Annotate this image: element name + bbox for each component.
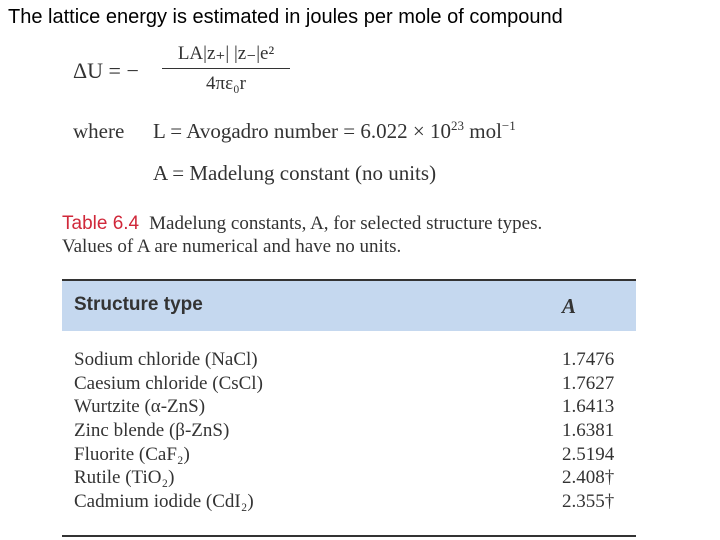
table-header [62, 281, 636, 331]
row-structure: Rutile (TiO₂) [74, 467, 175, 489]
L-definition-text: L = Avogadro number = 6.022 × 10 [153, 119, 451, 143]
table-row [74, 419, 634, 443]
row-value: 2.355† [562, 491, 615, 513]
L-exponent: 23 [451, 118, 464, 133]
table-label: Table 6.4 [62, 213, 140, 234]
header-a: A [562, 294, 577, 318]
row-structure: Sodium chloride (NaCl) [74, 349, 258, 370]
definition-L [73, 118, 516, 144]
row-value: 1.7476 [562, 349, 615, 370]
equation-lhs: ΔU = − [73, 58, 139, 83]
table-bottom-rule [62, 535, 636, 537]
equation-denominator: 4πε₀r [205, 73, 247, 94]
equation-fraction [162, 42, 290, 95]
row-value: 1.7627 [562, 372, 615, 394]
table-row [74, 466, 634, 490]
row-value: 1.6413 [562, 396, 615, 418]
row-value: 1.6381 [562, 420, 615, 442]
L-unit: mol [464, 119, 502, 143]
row-structure: Fluorite (CaF₂) [74, 443, 190, 465]
equation-numerator: LA|z₊| |z₋|e² [162, 42, 290, 69]
row-structure: Zinc blende (β-ZnS) [74, 420, 230, 442]
row-value: 2.5194 [562, 443, 615, 465]
table-row [74, 395, 634, 419]
caption-line-2: Values of A are numerical and have no units. [62, 236, 402, 257]
table-body [74, 348, 634, 514]
definition-A: A = Madelung constant (no units) [153, 161, 437, 185]
where-word: where [73, 119, 125, 143]
row-structure: Caesium chloride (CsCl) [74, 372, 263, 394]
table-caption [62, 212, 542, 258]
table-row [74, 372, 634, 396]
row-structure: Cadmium iodide (CdI₂) [74, 491, 254, 513]
row-structure: Wurtzite (α-ZnS) [74, 396, 206, 418]
table-row [74, 490, 634, 514]
table-row [74, 348, 634, 372]
header-structure-type: Structure type [74, 294, 203, 315]
slide-heading: The lattice energy is estimated in joules per mole of compound [8, 6, 563, 28]
row-value: 2.408† [562, 467, 615, 489]
L-unit-exponent: −1 [501, 118, 516, 133]
table-row [74, 443, 634, 467]
caption-line-1: Madelung constants, A, for selected structure types. [149, 213, 543, 234]
